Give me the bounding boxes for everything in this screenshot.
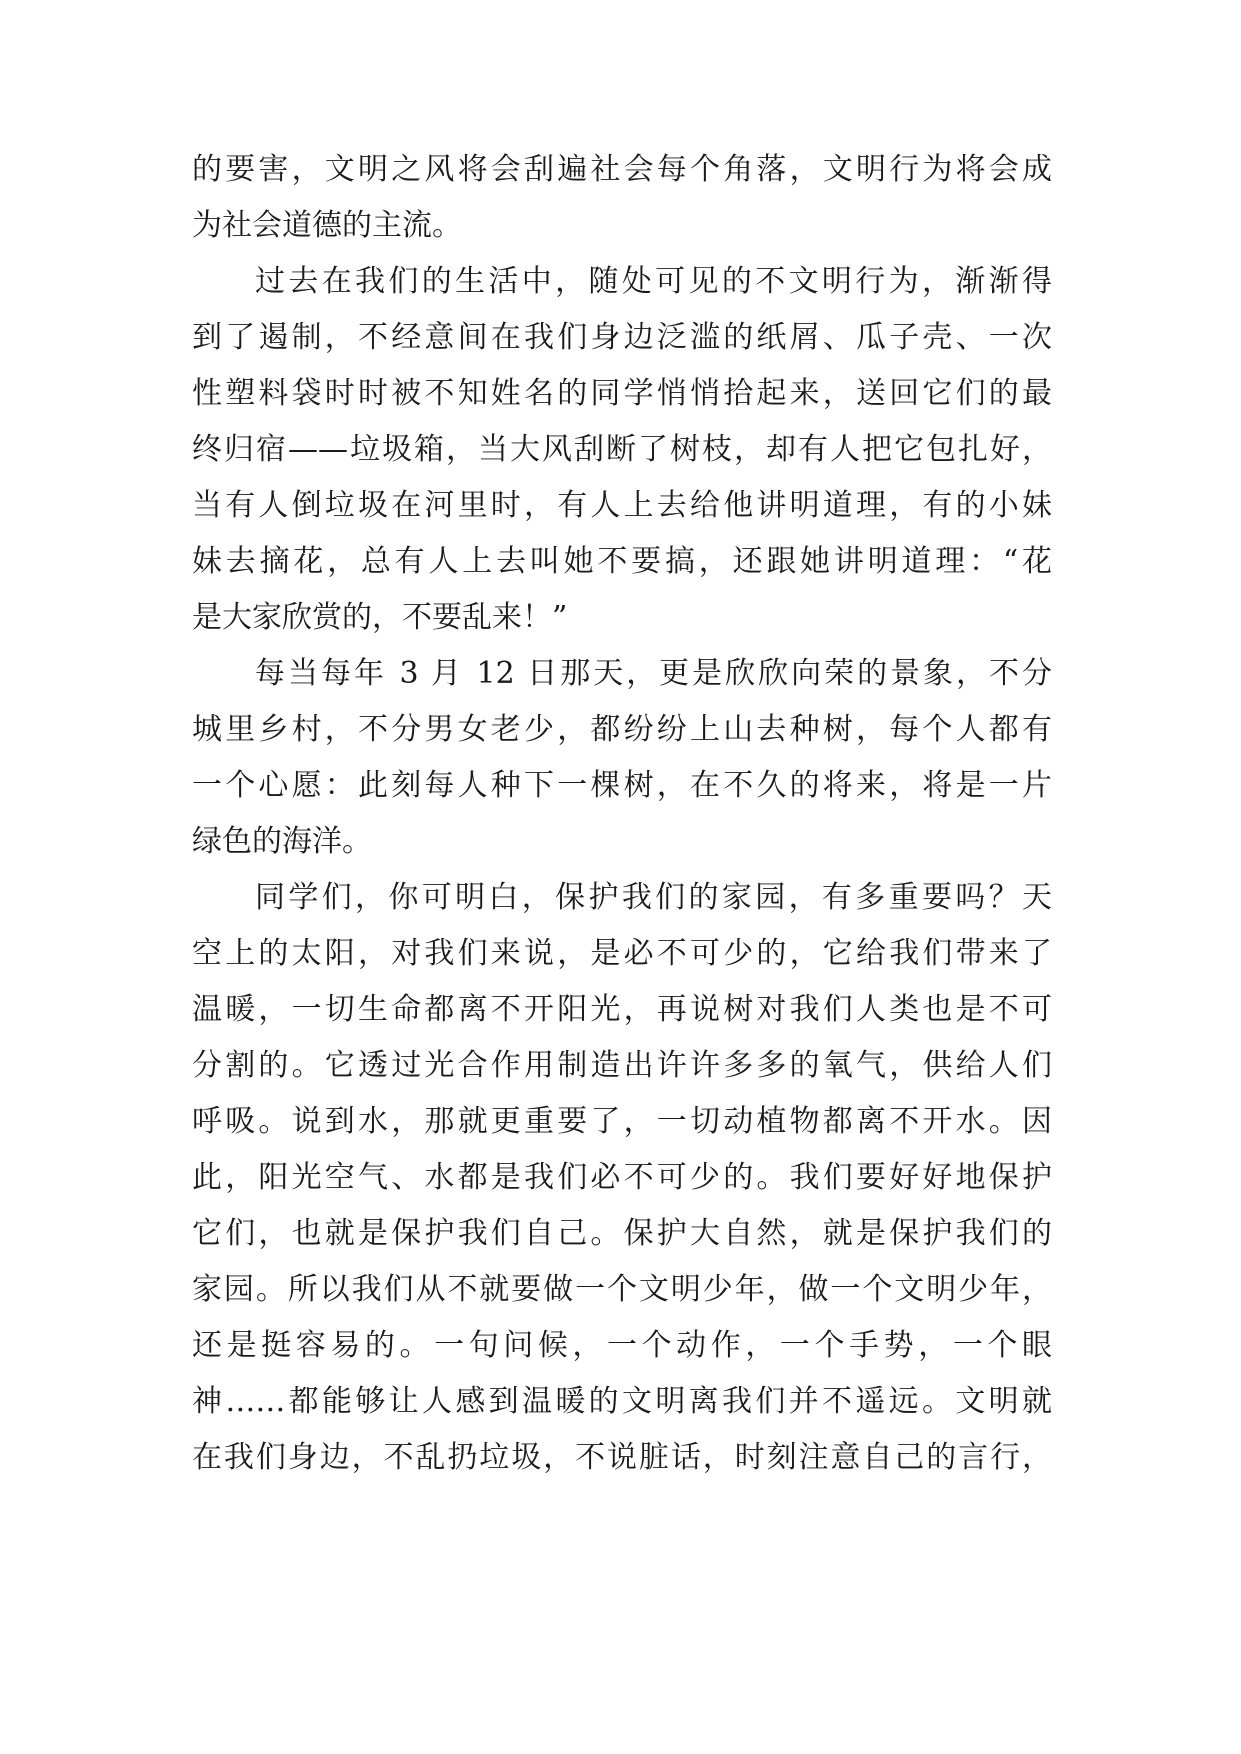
text-line: 是大家欣赏的，不要乱来！” — [192, 600, 568, 635]
text-line: 空上的太阳，对我们来说，是必不可少的，它给我们带来了 — [192, 936, 1052, 971]
text-line: 一个心愿：此刻每人种下一棵树，在不久的将来，将是一片 — [192, 768, 1052, 803]
text-line: 它们，也就是保护我们自己。保护大自然，就是保护我们的 — [192, 1216, 1052, 1251]
paragraph-first-line: 同学们，你可明白，保护我们的家园，有多重要吗？天 — [255, 880, 1052, 915]
text-line: 呼吸。说到水，那就更重要了，一切动植物都离不开水。因 — [192, 1104, 1052, 1139]
paragraph-first-line: 每当每年 3 月 12 日那天，更是欣欣向荣的景象，不分 — [255, 656, 1052, 691]
text-line: 家园。所以我们从不就要做一个文明少年，做一个文明少年， — [192, 1272, 1052, 1307]
text-line: 终归宿——垃圾箱，当大风刮断了树枝，却有人把它包扎好， — [192, 432, 1052, 467]
text-line: 绿色的海洋。 — [192, 824, 372, 859]
text-line: 到了遏制，不经意间在我们身边泛滥的纸屑、瓜子壳、一次 — [192, 320, 1052, 355]
text-line: 的要害，文明之风将会刮遍社会每个角落，文明行为将会成 — [192, 152, 1052, 187]
text-line: 还是挺容易的。一句问候，一个动作，一个手势，一个眼 — [192, 1328, 1052, 1363]
text-line: 城里乡村，不分男女老少，都纷纷上山去种树，每个人都有 — [192, 712, 1052, 747]
paragraph-first-line: 过去在我们的生活中，随处可见的不文明行为，渐渐得 — [255, 264, 1052, 299]
text-line: 妹去摘花，总有人上去叫她不要搞，还跟她讲明道理：“花 — [192, 544, 1052, 579]
text-line: 在我们身边，不乱扔垃圾，不说脏话，时刻注意自己的言行， — [192, 1440, 1052, 1475]
text-line: 神……都能够让人感到温暖的文明离我们并不遥远。文明就 — [192, 1384, 1052, 1419]
text-line: 当有人倒垃圾在河里时，有人上去给他讲明道理，有的小妹 — [192, 488, 1052, 523]
text-line: 为社会道德的主流。 — [192, 208, 462, 243]
text-line: 性塑料袋时时被不知姓名的同学悄悄拾起来，送回它们的最 — [192, 376, 1052, 411]
text-line: 此，阳光空气、水都是我们必不可少的。我们要好好地保护 — [192, 1160, 1052, 1195]
text-line: 温暖，一切生命都离不开阳光，再说树对我们人类也是不可 — [192, 992, 1052, 1027]
text-line: 分割的。它透过光合作用制造出许许多多的氧气，供给人们 — [192, 1048, 1052, 1083]
